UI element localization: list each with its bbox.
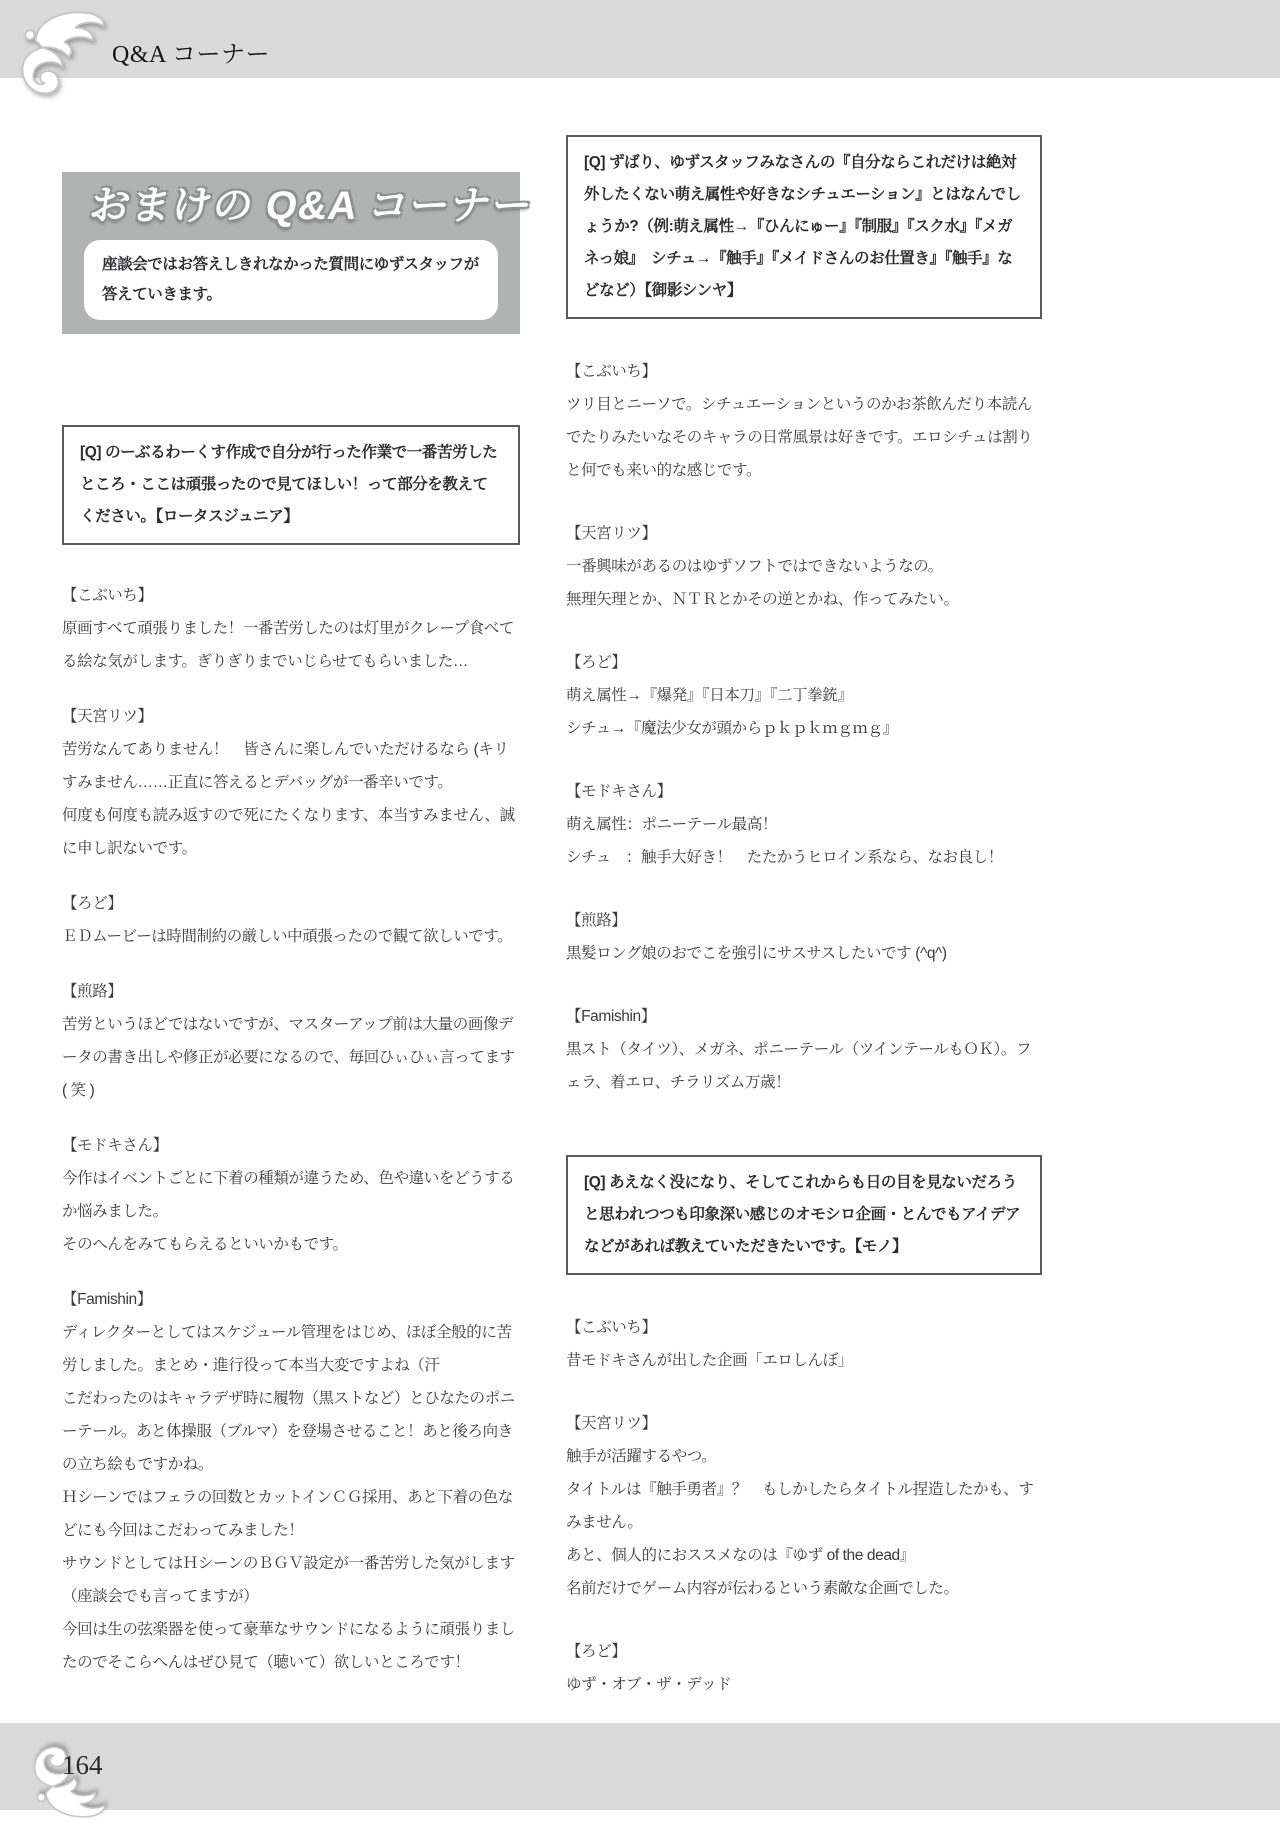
banner-title: おまけの Q&A コーナー (86, 184, 536, 228)
answer-line: あと、個人的におススメなのは『ゆず of the dead』 (566, 1547, 915, 1564)
answer-line: 一番興味があるのはゆずソフトではできないようなの。 (566, 558, 943, 575)
answer-line: すみません……正直に答えるとデバッグが一番辛いです。 (62, 774, 453, 791)
footer-band (0, 1723, 1280, 1810)
answer-speaker: 【天宮リツ】 (566, 525, 657, 542)
answer-line: 苦労なんてありません！ 皆さんに楽しんでいただけるなら (キリ (62, 741, 509, 758)
answer-block (62, 887, 520, 953)
question-box-3: [Q] あえなく没になり、そしてこれからも日の目を見ないだろうと思われつつも印象深い感じのオモシロ企画・とんでもアイデアなどがあれば教えていただきたいです。【モノ】 (566, 1155, 1042, 1275)
answer-block (566, 1311, 1042, 1377)
answer-speaker: 【天宮リツ】 (62, 708, 153, 725)
answer-block (566, 775, 1042, 874)
answer-line: サウンドとしてはＨシーンのＢＧＶ設定が一番苦労した気がします（座談会でも言ってますが） (62, 1555, 515, 1605)
answer-speaker: 【煎路】 (62, 983, 123, 1000)
answer-speaker: 【煎路】 (566, 912, 627, 929)
answer-line: シチュ→『魔法少女が頭からｐｋｐｋｍｇｍｇ』 (566, 720, 898, 737)
question-box-2: [Q] ずばり、ゆずスタッフみなさんの『自分ならこれだけは絶対外したくない萌え属性や好きなシチュエーション』とはなんでしょうか?（例:萌え属性→『ひんにゅー』『制服』『スク水』『メガネっ娘』 シチュ→『触手』『メイドさんのお仕置き』『触手』などなど）【御影シンヤ】 (566, 135, 1042, 319)
answer-line: ＥＤムービーは時間制約の厳しい中頑張ったので観て欲しいです。 (62, 928, 513, 945)
answer-speaker: 【ろど】 (566, 1643, 627, 1660)
answer-line: こだわったのはキャラデザ時に履物（黒ストなど）とひなたのポニーテール。あと体操服（ブルマ）を登場させること！あと後ろ向きの立ち絵もですかね。 (62, 1390, 515, 1473)
answer-block (566, 1000, 1042, 1099)
answer-speaker: 【Famishin】 (62, 1291, 152, 1308)
answer-line: 名前だけでゲーム内容が伝わるという素敵な企画でした。 (566, 1580, 959, 1597)
answer-line: 萌え属性：ポニーテール最高！ (566, 816, 778, 833)
answer-block (566, 517, 1042, 616)
answer-line: 苦労というほどではないですが、マスターアップ前は大量の画像データの書き出しや修正が必要になるので、毎回ひぃひぃ言ってます ( 笑 ) (62, 1016, 515, 1099)
answer-line: 今回は生の弦楽器を使って豪華なサウンドになるように頑張りましたのでそこらへんはぜひ見て（聴いて）欲しいところです！ (62, 1621, 516, 1671)
answer-block (62, 1129, 520, 1261)
answer-line: シチュ ：触手大好き！ たたかうヒロイン系なら、なお良し！ (566, 849, 1003, 866)
answer-block (62, 1283, 520, 1679)
answer-speaker: 【ろど】 (62, 895, 123, 912)
answer-line: Ｈシーンではフェラの回数とカットインＣＧ採用、あと下着の色などにも今回はこだわってみました！ (62, 1489, 513, 1539)
right-column (566, 78, 1042, 1701)
banner-subtitle: 座談会ではお答えしきれなかった質問にゆずスタッフが答えていきます。 (84, 240, 498, 320)
answer-line: 昔モドキさんが出した企画「エロしんぼ」 (566, 1352, 853, 1369)
answer-line: タイトルは『触手勇者』？ もしかしたらタイトル捏造したかも、すみません。 (566, 1481, 1034, 1531)
answer-line: 今作はイベントごとに下着の種類が違うため、色や違いをどうするか悩みました。 (62, 1170, 515, 1220)
qa-banner (62, 172, 536, 334)
answer-line: 無理矢理とか、ＮＴＲとかその逆とかね、作ってみたい。 (566, 591, 959, 608)
answer-block (566, 1407, 1042, 1605)
page-number: 164 (62, 1750, 103, 1780)
answer-speaker: 【モドキさん】 (62, 1137, 168, 1154)
answer-line: ゆず・オブ・ザ・デッド (566, 1676, 732, 1693)
left-column (62, 78, 536, 1679)
answer-line: そのへんをみてもらえるといいかもです。 (62, 1236, 348, 1253)
page-header-title: Q&A コーナー (112, 42, 271, 68)
answer-speaker: 【天宮リツ】 (566, 1415, 657, 1432)
answer-speaker: 【こぶいち】 (566, 363, 657, 380)
answer-block (566, 1635, 1042, 1701)
answer-block (62, 700, 520, 865)
question-box-1: [Q] のーぶるわーくす作成で自分が行った作業で一番苦労したところ・ここは頑張ったので見てほしい！って部分を教えてください。【ロータスジュニア】 (62, 425, 520, 545)
answer-block (566, 904, 1042, 970)
answer-line: ディレクターとしてはスケジュール管理をはじめ、ほぼ全般的に苦労しました。まとめ・進行役って本当大変ですよね（汗 (62, 1324, 512, 1374)
answer-block (62, 975, 520, 1107)
answer-block (566, 355, 1042, 487)
answer-speaker: 【Famishin】 (566, 1008, 656, 1025)
answer-line: 萌え属性→『爆発』『日本刀』『二丁拳銃』 (566, 687, 853, 704)
answer-speaker: 【ろど】 (566, 654, 627, 671)
answer-line: 触手が活躍するやつ。 (566, 1448, 717, 1465)
answer-speaker: 【こぶいち】 (566, 1319, 657, 1336)
answer-line: 黒スト（タイツ）、メガネ、ポニーテール（ツインテールもＯＫ）。フェラ、着エロ、チラリズム万歳！ (566, 1041, 1032, 1091)
answer-speaker: 【こぶいち】 (62, 587, 153, 604)
answer-block (566, 646, 1042, 745)
answer-speaker: 【モドキさん】 (566, 783, 672, 800)
answer-line: ツリ目とニーソで。シチュエーションというのかお茶飲んだり本読んでたりみたいなそのキャラの日常風景は好きです。エロシチュは割りと何でも来い的な感じです。 (566, 396, 1033, 479)
answer-line: 何度も何度も読み返すので死にたくなります、本当すみません、誠に申し訳ないです。 (62, 807, 515, 857)
answer-block (62, 579, 520, 678)
answer-line: 黒髪ロング娘のおでこを強引にサスサスしたいです (^q^) (566, 945, 947, 962)
answer-line: 原画すべて頑張りました！一番苦労したのは灯里がクレープ食べてる絵な気がします。ぎりぎりまでいじらせてもらいました… (62, 620, 514, 670)
